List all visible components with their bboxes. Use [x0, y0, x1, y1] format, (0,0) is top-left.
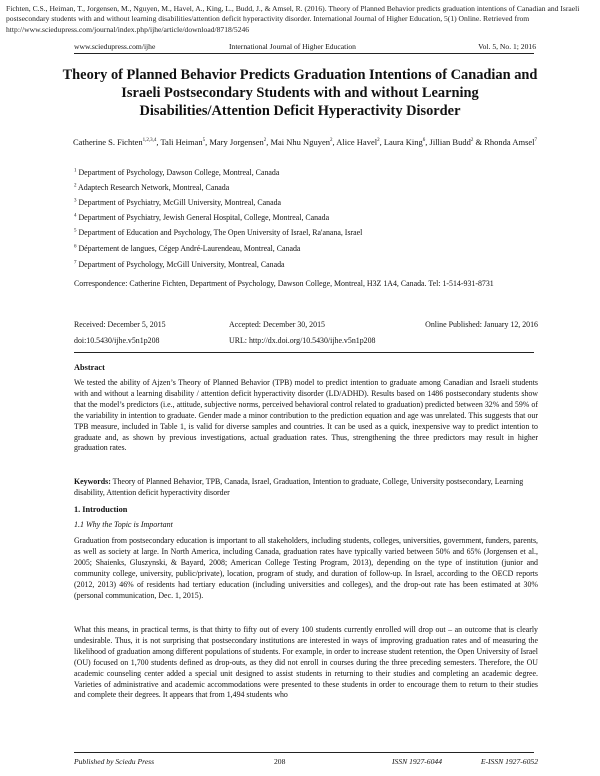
affiliation-item	[74, 244, 300, 253]
keywords	[74, 477, 538, 499]
affiliation-number: 2	[74, 183, 77, 189]
keywords-text: Theory of Planned Behavior, TPB, Canada, Israel, Graduation, Intention to graduate, College, University postsecondary, Learning disability, Attention deficit hyperactivity disorder	[74, 477, 524, 497]
correspondence: Correspondence: Catherine Fichten, Department of Psychology, Dawson College, Montreal, H3Z 1A4, Canada. Tel: 1-514-931-8731	[74, 279, 494, 288]
author-affiliation-marker: 7	[534, 138, 538, 144]
abstract-text: We tested the ability of Ajzen’s Theory of Planned Behavior (TPB) model to predict intention to graduate among Canadian and Israeli students with and without a learning disability / attention deficit hyperactivity disorder (LD/ADHD). Results based on 1486 postsecondary students show that the model’s predictors (i.e., attitude, subjective norms, perceived behavioral control related to graduation) predicted between 32% and 59% of the variability in intention to graduate. Gender made a minor contribution to the prediction equation and age was unrelated. This suggests that our TPB measure, included in Table 1, is valid for diverse samples and countries. It can be used as a quick, inexpensive way to predict intention to graduate and, as shown by previous investigations, actual graduation rates. Thus, strengthening the three predictors may result in higher graduation rates.	[74, 378, 538, 453]
header-rule	[74, 53, 534, 54]
footer-issn: ISSN 1927-6044	[392, 757, 442, 766]
affiliation-item	[74, 228, 362, 237]
affiliation-text: Department of Psychology, Dawson College, Montreal, Canada	[76, 168, 280, 177]
keywords-label: Keywords:	[74, 477, 111, 486]
affiliation-text: Adaptech Research Network, Montreal, Canada	[76, 183, 230, 192]
journal-website[interactable]: www.sciedupress.com/ijhe	[74, 42, 156, 51]
volume-info: Vol. 5, No. 1; 2016	[478, 42, 536, 51]
affiliation-number: 3	[74, 198, 77, 204]
affiliation-text: Department of Psychology, McGill University, Montreal, Canada	[76, 260, 285, 269]
affiliation-number: 1	[74, 168, 77, 174]
published-date: Online Published: January 12, 2016	[425, 320, 538, 329]
section-heading: 1. Introduction	[74, 505, 128, 514]
affiliation-text: Department of Psychiatry, McGill University, Montreal, Canada	[76, 198, 282, 207]
dates-rule	[74, 352, 534, 353]
affiliation-text: Department of Psychiatry, Jewish General Hospital, College, Montreal, Canada	[76, 213, 330, 222]
affiliation-item	[74, 183, 229, 192]
author-name: Laura King	[383, 137, 423, 147]
page-number: 208	[274, 757, 286, 766]
author-affiliation-marker: 2	[329, 138, 333, 144]
affiliation-number: 6	[74, 244, 77, 250]
abstract-heading: Abstract	[74, 363, 105, 372]
footer-rule	[74, 752, 534, 753]
body-paragraph-2: What this means, in practical terms, is that thirty to fifty out of every 100 students currently enrolled will drop out – an outcome that is clearly undesirable. Thus, it is not surprising that postsecondary institutions are interested in ways of improving graduation rates and of measuring the likelihood of graduation among different populations of students. For example, in order to increase student retention, the Open University of Israel (OU) focused on 1,700 students defined as drop-outs, as they did not enroll in courses during the three preceding semesters. Therefore, the OU academic counseling center added a special unit designed to assist students in returning to their studies and completing an academic degree. Varieties of administrative and academic accommodations were presented to these students in order to encourage them to return to their studies and complete their degrees. It appears that from 1,494 students who	[74, 625, 538, 700]
author-name: Catherine S. Fichten	[72, 137, 143, 147]
author-affiliation-marker: 1,2,3,4	[142, 138, 157, 144]
author-name: Alice Havel	[336, 137, 378, 147]
affiliation-item	[74, 198, 281, 207]
accepted-date: Accepted: December 30, 2015	[229, 320, 325, 329]
journal-name: International Journal of Higher Education	[229, 42, 356, 51]
author-affiliation-marker: 6	[422, 138, 426, 144]
author-name: Tali Heiman	[160, 137, 203, 147]
author-list: Catherine S. Fichten$^{1,2,3,4}$, Tali Heiman$^5$, Mary Jorgensen$^2$, Mai Nhu Nguyen$^2$, Alice Havel$^2$, Laura King$^6$, Jillian Budd$^2$ & Rhonda Amsel$^7$	[72, 137, 538, 147]
affiliation-number: 5	[74, 228, 77, 234]
author-name: Rhonda Amsel	[484, 137, 535, 147]
doi-url[interactable]: URL: http://dx.doi.org/10.5430/ijhe.v5n1p208	[229, 336, 376, 345]
citation-header: Fichten, C.S., Heiman, T., Jorgensen, M., Nguyen, M., Havel, A., King, L., Budd, J., & Amsel, R. (2016). Theory of Planned Behavior predicts graduation intentions of Canadian and Israeli postsecondary students with and without learning disabilities/attention deficit hyperactivity disorder. International Journal of Higher Education, 5(1) Online. Retrieved from http://www.sciedupress.com/journal/index.php/ijhe/article/download/8718/5246	[6, 4, 580, 34]
affiliation-item	[74, 260, 285, 269]
affiliation-text: Département de langues, Cégep André-Laurendeau, Montreal, Canada	[76, 244, 301, 253]
affiliation-item	[74, 213, 329, 222]
author-affiliation-marker: 5	[202, 138, 206, 144]
paper-title: Theory of Planned Behavior Predicts Graduation Intentions of Canadian and Israeli Postsecondary Students with and without Learning Disabilities/Attention Deficit Hyperactivity Disorder	[62, 67, 538, 119]
footer-publisher: Published by Sciedu Press	[74, 757, 155, 766]
author-name: Mai Nhu Nguyen	[270, 137, 330, 147]
footer-eissn: E-ISSN 1927-6052	[480, 757, 538, 766]
running-head	[74, 42, 536, 51]
author-name: Jillian Budd	[429, 137, 471, 147]
affiliation-number: 7	[74, 260, 77, 266]
affiliation-item	[74, 168, 279, 177]
author-affiliation-marker: 2	[263, 138, 267, 144]
author-name: Mary Jorgensen	[209, 137, 264, 147]
body-paragraph-1: Graduation from postsecondary education is important to all stakeholders, including students, colleges, universities, government, funders, parents, as well as society at large. In North America, including Canada, graduation rates have typically varied between 50% and 65% (Jorgensen et al., 2005; Shaienks, Gluszynski, & Bayard, 2008; American College Testing Program, 2013), depending on the type of institution (junior and community college, university, public/private), location, program of study, and duration of follow-up. In Israel, according to the OECD reports (2012, 2013) 46% of residents had tertiary education (including universities and colleges), and the drop-out rate has been estimated at 30% (personal communication, Dec. 1, 2015).	[74, 536, 538, 600]
author-affiliation-marker: 2	[470, 138, 474, 144]
affiliation-text: Department of Education and Psychology, The Open University of Israel, Ra'anana, Israel	[76, 228, 363, 237]
author-affiliation-marker: 2	[377, 138, 380, 144]
doi[interactable]: doi:10.5430/ijhe.v5n1p208	[74, 336, 160, 345]
subsection-heading: 1.1 Why the Topic is Important	[74, 520, 173, 529]
affiliation-number: 4	[74, 213, 77, 219]
received-date: Received: December 5, 2015	[74, 320, 166, 329]
